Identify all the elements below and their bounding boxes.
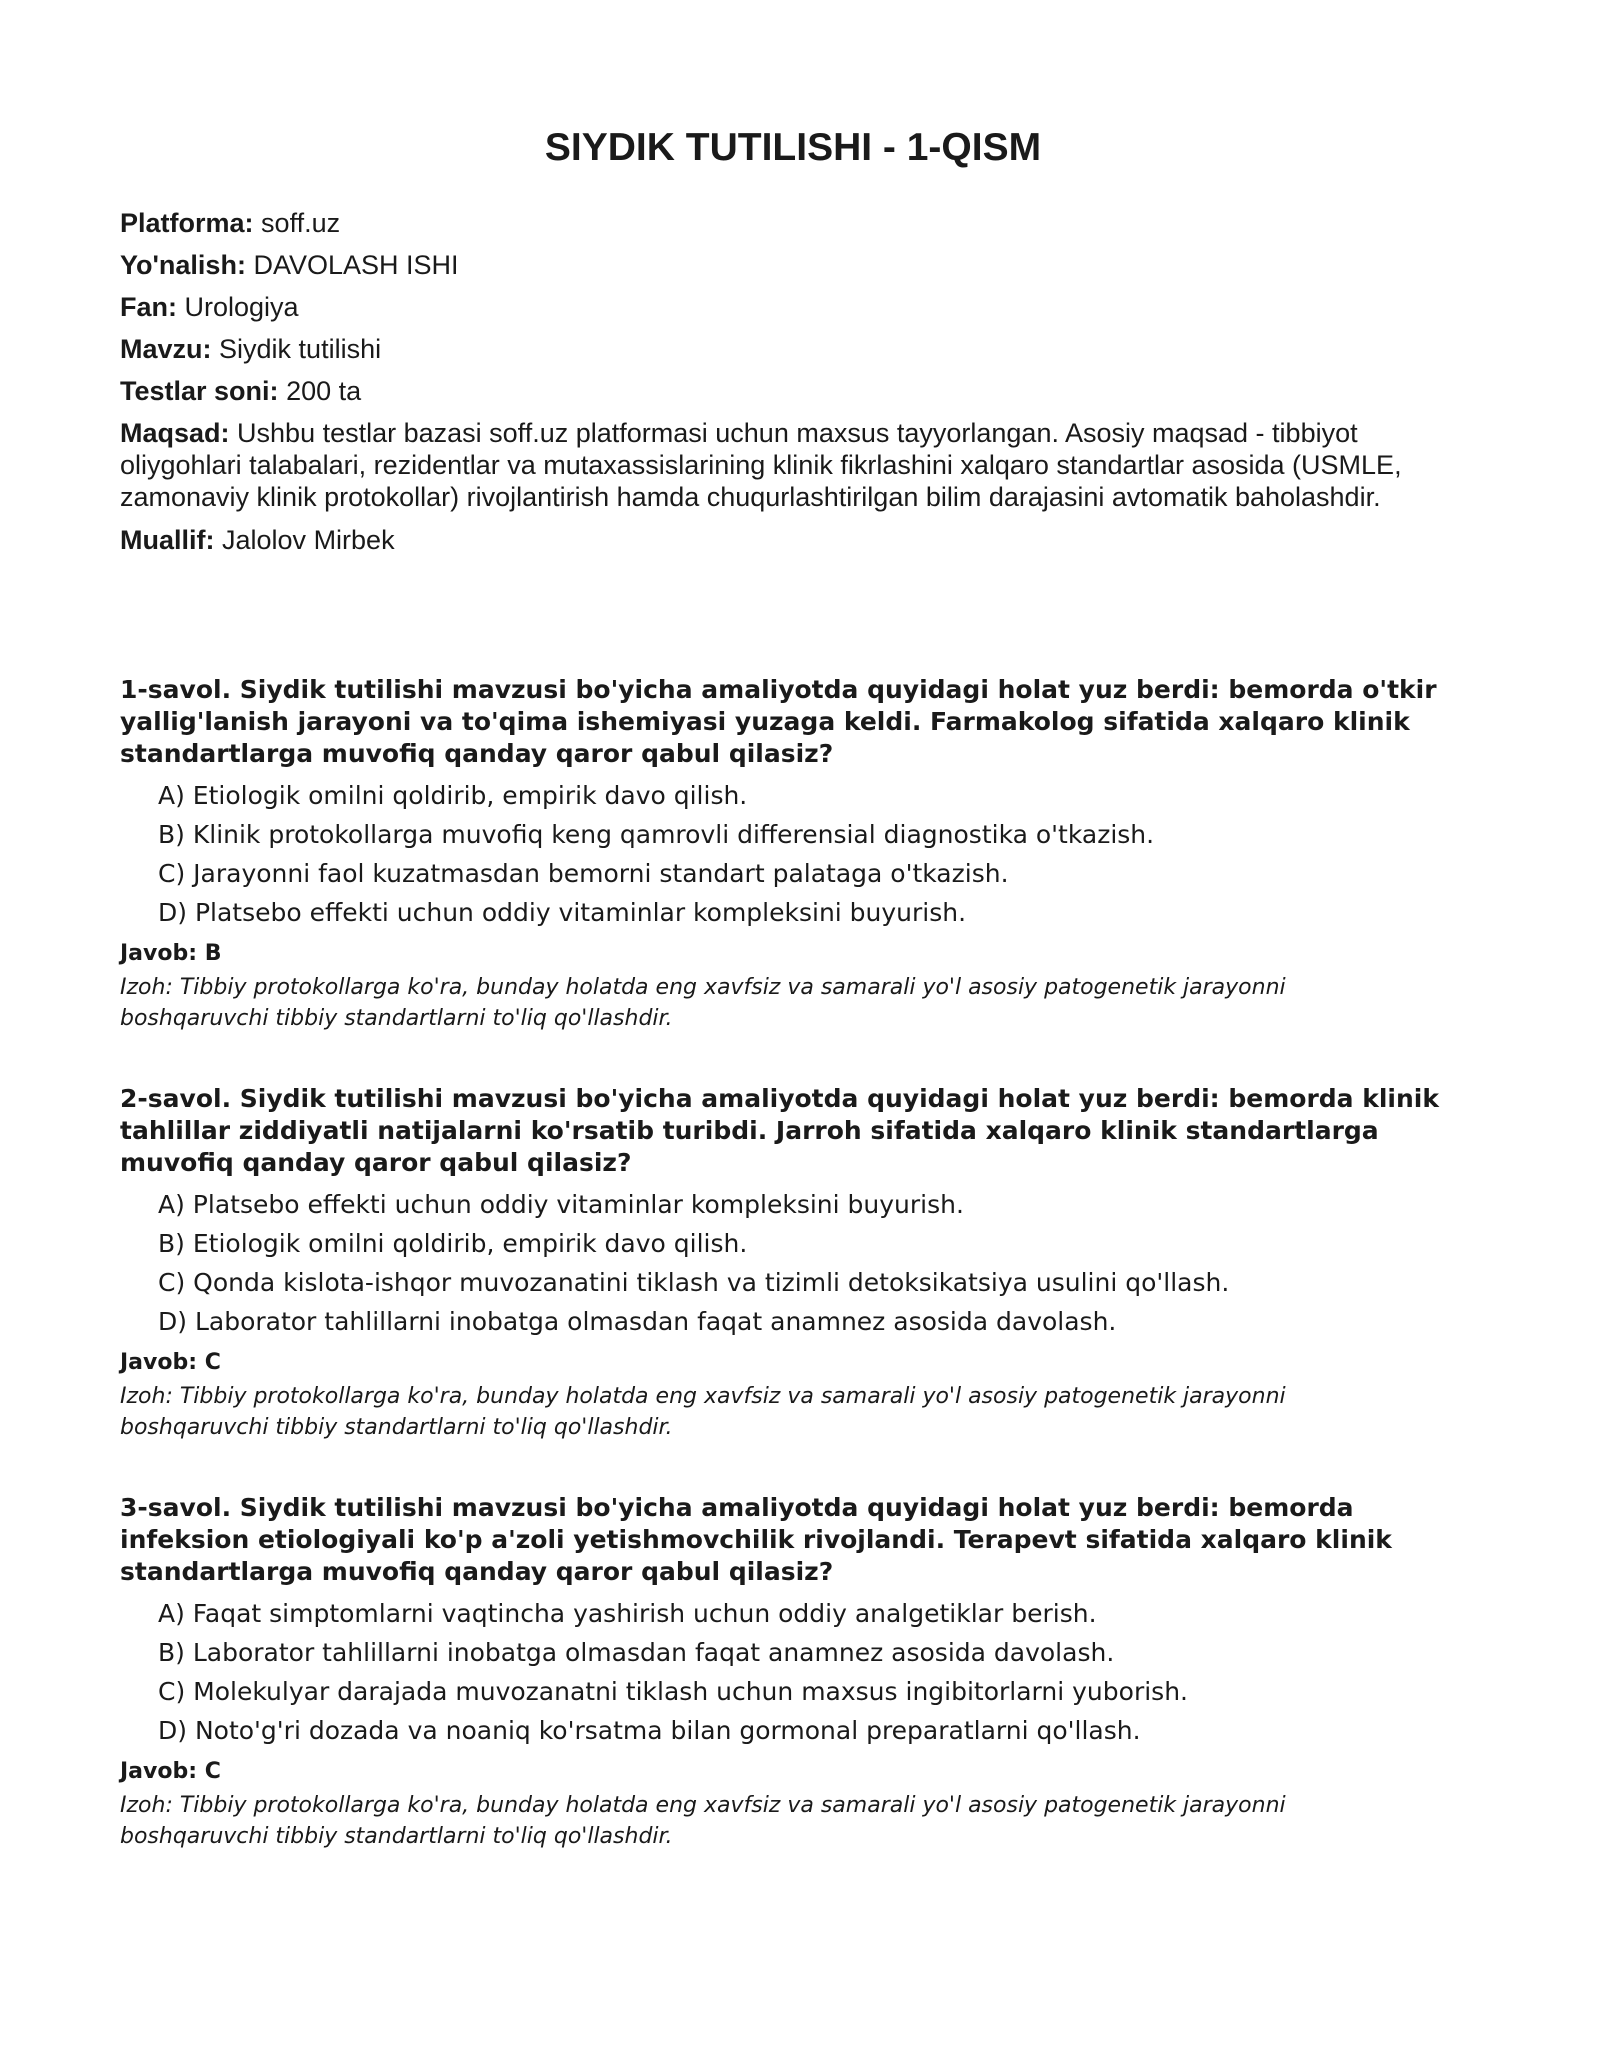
meta-platform-value: soff.uz	[261, 208, 341, 238]
meta-goal-value: Ushbu testlar bazasi soff.uz platformasi uchun maxsus tayyorlangan. Asosiy maqsad - tibbiyot oliygohlari talabalari, rezidentlar va mutaxassislarining klinik fikrlashini xalqaro standartlar asosida (USMLE, zamonaviy klinik protokollar) rivojlantirish hamda chuqurlashtirilgan bilim darajasini avtomatik baholashdir.	[120, 418, 1402, 512]
meta-subject	[120, 286, 1460, 328]
meta-subject-value: Urologiya	[184, 292, 299, 322]
meta-topic-value: Siydik tutilishi	[219, 334, 382, 364]
answer-explanation: Izoh: Tibbiy protokollarga ko'ra, bunday holatda eng xavfsiz va samarali yo'l asosiy patogenetik jarayonni boshqaruvchi tibbiy standartlarni to'liq qo'llashdir.	[120, 975, 1286, 1031]
meta-topic	[120, 328, 1460, 370]
option-d: D) Noto'g'ri dozada va noaniq ko'rsatma bilan gormonal preparatlarni qo'llash.	[158, 1716, 1141, 1745]
option-a: A) Etiologik omilni qoldirib, empirik davo qilish.	[158, 781, 748, 810]
meta-goal	[120, 412, 1460, 519]
answer-explanation: Izoh: Tibbiy protokollarga ko'ra, bunday holatda eng xavfsiz va samarali yo'l asosiy patogenetik jarayonni boshqaruvchi tibbiy standartlarni to'liq qo'llashdir.	[120, 1793, 1286, 1849]
meta-topic-label: Mavzu:	[120, 334, 212, 364]
correct-answer: Javob: C	[120, 1759, 221, 1784]
meta-direction-label: Yo'nalish:	[120, 250, 246, 280]
meta-platform-label: Platforma:	[120, 208, 254, 238]
answer-options	[120, 1185, 1460, 1341]
meta-author	[120, 519, 1460, 561]
meta-subject-label: Fan:	[120, 292, 177, 322]
answer-options	[120, 776, 1460, 932]
document-metadata	[120, 202, 1460, 561]
option-b: B) Klinik protokollarga muvofiq keng qamrovli differensial diagnostika o'tkazish.	[158, 820, 1155, 849]
option-c: C) Molekulyar darajada muvozanatni tiklash uchun maxsus ingibitorlarni yuborish.	[158, 1677, 1188, 1706]
correct-answer: Javob: B	[120, 941, 222, 966]
question-2	[120, 1083, 1460, 1492]
meta-author-label: Muallif:	[120, 525, 215, 555]
option-d: D) Laborator tahlillarni inobatga olmasdan faqat anamnez asosida davolash.	[158, 1307, 1117, 1336]
answer-options	[120, 1594, 1460, 1750]
meta-platform	[120, 202, 1460, 244]
meta-goal-label: Maqsad:	[120, 418, 230, 448]
answer-explanation: Izoh: Tibbiy protokollarga ko'ra, bunday holatda eng xavfsiz va samarali yo'l asosiy patogenetik jarayonni boshqaruvchi tibbiy standartlarni to'liq qo'llashdir.	[120, 1384, 1286, 1440]
meta-direction-value: DAVOLASH ISHI	[253, 250, 459, 280]
meta-tests-label: Testlar soni:	[120, 376, 279, 406]
question-1	[120, 674, 1460, 1083]
document-title: SIYDIK TUTILISHI - 1-QISM	[544, 126, 1042, 169]
meta-direction	[120, 244, 1460, 286]
question-text: 2-savol. Siydik tutilishi mavzusi bo'yicha amaliyotda quyidagi holat yuz berdi: bemorda klinik tahlillar ziddiyatli natijalarni ko'rsatib turibdi. Jarroh sifatida xalqaro klinik standartlarga muvofiq qanday qaror qabul qilasiz?	[120, 1084, 1439, 1177]
option-a: A) Faqat simptomlarni vaqtincha yashirish uchun oddiy analgetiklar berish.	[158, 1599, 1097, 1628]
option-a: A) Platsebo effekti uchun oddiy vitaminlar kompleksini buyurish.	[158, 1190, 964, 1219]
option-b: B) Etiologik omilni qoldirib, empirik davo qilish.	[158, 1229, 748, 1258]
question-text: 3-savol. Siydik tutilishi mavzusi bo'yicha amaliyotda quyidagi holat yuz berdi: bemorda infeksion etiologiyali ko'p a'zoli yetishmovchilik rivojlandi. Terapevt sifatida xalqaro klinik standartlarga muvofiq qanday qaror qabul qilasiz?	[120, 1493, 1392, 1586]
question-3	[120, 1492, 1460, 1901]
option-c: C) Jarayonni faol kuzatmasdan bemorni standart palataga o'tkazish.	[158, 859, 1009, 888]
meta-tests-count	[120, 370, 1460, 412]
option-b: B) Laborator tahlillarni inobatga olmasdan faqat anamnez asosida davolash.	[158, 1638, 1115, 1667]
meta-tests-value: 200 ta	[286, 376, 362, 406]
option-d: D) Platsebo effekti uchun oddiy vitaminlar kompleksini buyurish.	[158, 898, 967, 927]
correct-answer: Javob: C	[120, 1350, 221, 1375]
question-text: 1-savol. Siydik tutilishi mavzusi bo'yicha amaliyotda quyidagi holat yuz berdi: bemorda o'tkir yallig'lanish jarayoni va to'qima ishemiyasi yuzaga keldi. Farmakolog sifatida xalqaro klinik standartlarga muvofiq qanday qaror qabul qilasiz?	[120, 675, 1437, 768]
option-c: C) Qonda kislota-ishqor muvozanatini tiklash va tizimli detoksikatsiya usulini qo'llash.	[158, 1268, 1230, 1297]
meta-author-value: Jalolov Mirbek	[222, 525, 395, 555]
question-list	[120, 674, 1460, 1901]
